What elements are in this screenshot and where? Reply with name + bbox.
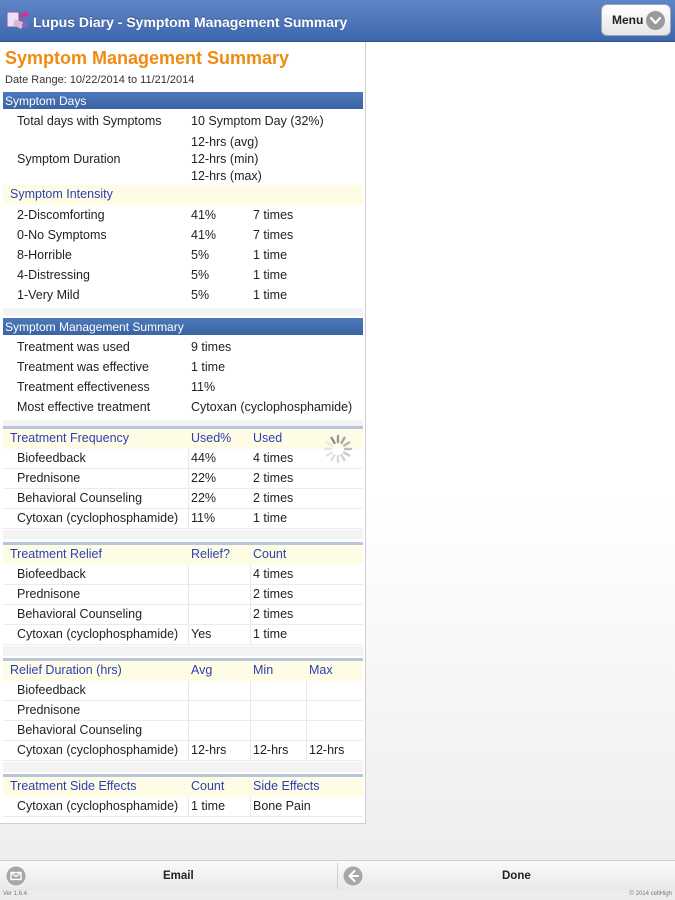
table-row: [3, 701, 363, 721]
table-row: [3, 741, 363, 761]
table-row: [3, 266, 363, 286]
management-label: Treatment was used: [17, 340, 130, 354]
treatment-used: 1 time: [253, 511, 288, 525]
duration-avg: 12-hrs (avg): [191, 135, 259, 149]
table-row: [3, 625, 363, 645]
table-row: [3, 449, 363, 469]
status-bar: [0, 890, 675, 900]
table-row: [3, 378, 363, 398]
app-title: Lupus Diary - Symptom Management Summary: [33, 14, 348, 30]
chevron-down-icon: [646, 11, 665, 30]
side-effect-name: Bone Pain: [253, 799, 311, 813]
column-header: Treatment Frequency: [10, 431, 130, 445]
table-row: [3, 246, 363, 266]
intensity-pct: 5%: [191, 268, 210, 282]
intensity-name: 8-Horrible: [17, 248, 72, 262]
symptom-duration-label: Symptom Duration: [17, 152, 121, 166]
table-row: [3, 398, 363, 418]
table-row: [3, 206, 363, 226]
email-button[interactable]: [0, 861, 337, 891]
column-header: Treatment Side Effects: [10, 779, 137, 793]
treatment-name: Cytoxan (cyclophosphamide): [17, 743, 179, 757]
section-bar-management: Symptom Management Summary: [3, 318, 363, 335]
column-header: Treatment Relief: [10, 547, 102, 561]
email-label: Email: [163, 870, 194, 882]
table-row: [3, 565, 363, 585]
treatment-pct: 22%: [191, 491, 217, 505]
table-row: [3, 721, 363, 741]
table-row: [3, 585, 363, 605]
intensity-times: 1 time: [253, 268, 288, 282]
total-days-value: 10 Symptom Day (32%): [191, 114, 324, 128]
duration-min: 12-hrs (min): [191, 152, 259, 166]
date-range: Date Range: 10/22/2014 to 11/21/2014: [5, 74, 195, 86]
intensity-pct: 5%: [191, 248, 210, 262]
version-text: Ver 1.6.4: [3, 891, 28, 897]
menu-button[interactable]: [601, 4, 671, 36]
done-button[interactable]: [338, 861, 675, 891]
intensity-times: 7 times: [253, 208, 294, 222]
treatment-name: Prednisone: [17, 471, 81, 485]
copyright-text: © 2014 cellHigh: [629, 891, 672, 897]
intensity-pct: 5%: [191, 288, 210, 302]
column-header: Used%: [191, 431, 232, 445]
app-header: [0, 0, 675, 42]
loading-spinner-icon: [322, 433, 354, 465]
treatment-pct: 44%: [191, 451, 217, 465]
intensity-pct: 41%: [191, 228, 217, 242]
intensity-name: 4-Distressing: [17, 268, 90, 282]
intensity-name: 1-Very Mild: [17, 288, 80, 302]
column-header: Used: [253, 431, 283, 445]
summary-panel: [0, 42, 366, 824]
table-row: [3, 226, 363, 246]
menu-label: Menu: [612, 13, 644, 27]
back-arrow-icon: [343, 866, 363, 889]
intensity-times: 1 time: [253, 248, 288, 262]
treatment-relief-header: [3, 542, 363, 565]
relief-duration-header: [3, 658, 363, 681]
duration-min: 12-hrs: [253, 743, 289, 757]
table-row: [3, 681, 363, 701]
table-row: [3, 605, 363, 625]
column-header: Max: [309, 663, 333, 677]
side-effect-count: 1 time: [191, 799, 226, 813]
table-row: [3, 469, 363, 489]
management-label: Most effective treatment: [17, 400, 151, 414]
treatment-pct: 11%: [191, 511, 216, 525]
treatment-name: Cytoxan (cyclophosphamide): [17, 799, 179, 813]
done-label: Done: [502, 870, 531, 882]
column-header: Min: [253, 663, 274, 677]
total-days-row: [3, 112, 363, 132]
intensity-times: 7 times: [253, 228, 294, 242]
column-header: Count: [191, 779, 225, 793]
treatment-used: 4 times: [253, 451, 294, 465]
relief-count: 2 times: [253, 607, 294, 621]
duration-max: 12-hrs: [309, 743, 345, 757]
side-effects-header: [3, 774, 363, 797]
intensity-name: 0-No Symptoms: [17, 228, 107, 242]
app-logo-icon: [5, 9, 31, 31]
treatment-name: Biofeedback: [17, 683, 86, 697]
intensity-name: 2-Discomforting: [17, 208, 105, 222]
management-value: 1 time: [191, 360, 226, 374]
relief-count: 1 time: [253, 627, 288, 641]
column-header: Count: [253, 547, 287, 561]
symptom-intensity-label: Symptom Intensity: [10, 187, 113, 201]
column-header: Side Effects: [253, 779, 320, 793]
relief-count: 4 times: [253, 567, 294, 581]
management-value: 11%: [191, 380, 216, 394]
management-label: Treatment effectiveness: [17, 380, 150, 394]
intensity-pct: 41%: [191, 208, 217, 222]
intensity-times: 1 time: [253, 288, 288, 302]
email-icon: [6, 866, 26, 889]
column-header: Avg: [191, 663, 213, 677]
table-row: [3, 509, 363, 529]
section-gap: [3, 646, 363, 656]
symptom-intensity-heading: [3, 185, 363, 205]
section-bar-symptom-days: Symptom Days: [3, 92, 363, 109]
treatment-name: Behavioral Counseling: [17, 607, 143, 621]
table-row: [3, 358, 363, 378]
table-row: [3, 797, 363, 817]
footer-toolbar: [0, 860, 675, 890]
section-gap: [3, 762, 363, 772]
treatment-name: Cytoxan (cyclophosphamide): [17, 627, 179, 641]
section-gap: [3, 530, 363, 539]
treatment-pct: 22%: [191, 471, 217, 485]
relief-value: Yes: [191, 627, 212, 641]
table-row: [3, 489, 363, 509]
treatment-name: Biofeedback: [17, 451, 86, 465]
management-value: 9 times: [191, 340, 232, 354]
total-days-label: Total days with Symptoms: [17, 114, 162, 128]
relief-count: 2 times: [253, 587, 294, 601]
treatment-frequency-header: [3, 426, 363, 449]
page-title: Symptom Management Summary: [5, 48, 290, 68]
treatment-name: Biofeedback: [17, 567, 86, 581]
management-label: Treatment was effective: [17, 360, 150, 374]
treatment-name: Cytoxan (cyclophosphamide): [17, 511, 179, 525]
table-row: [3, 338, 363, 358]
column-header: Relief?: [191, 547, 230, 561]
treatment-used: 2 times: [253, 491, 294, 505]
treatment-name: Prednisone: [17, 587, 81, 601]
treatment-used: 2 times: [253, 471, 294, 485]
duration-avg: 12-hrs: [191, 743, 227, 757]
management-value: Cytoxan (cyclophosphamide): [191, 400, 353, 414]
treatment-name: Behavioral Counseling: [17, 723, 143, 737]
duration-max-row: [3, 167, 363, 187]
treatment-name: Behavioral Counseling: [17, 491, 143, 505]
table-row: [3, 286, 363, 306]
section-gap: [3, 308, 363, 316]
treatment-name: Prednisone: [17, 703, 81, 717]
column-header: Relief Duration (hrs): [10, 663, 122, 677]
duration-max: 12-hrs (max): [191, 169, 262, 183]
